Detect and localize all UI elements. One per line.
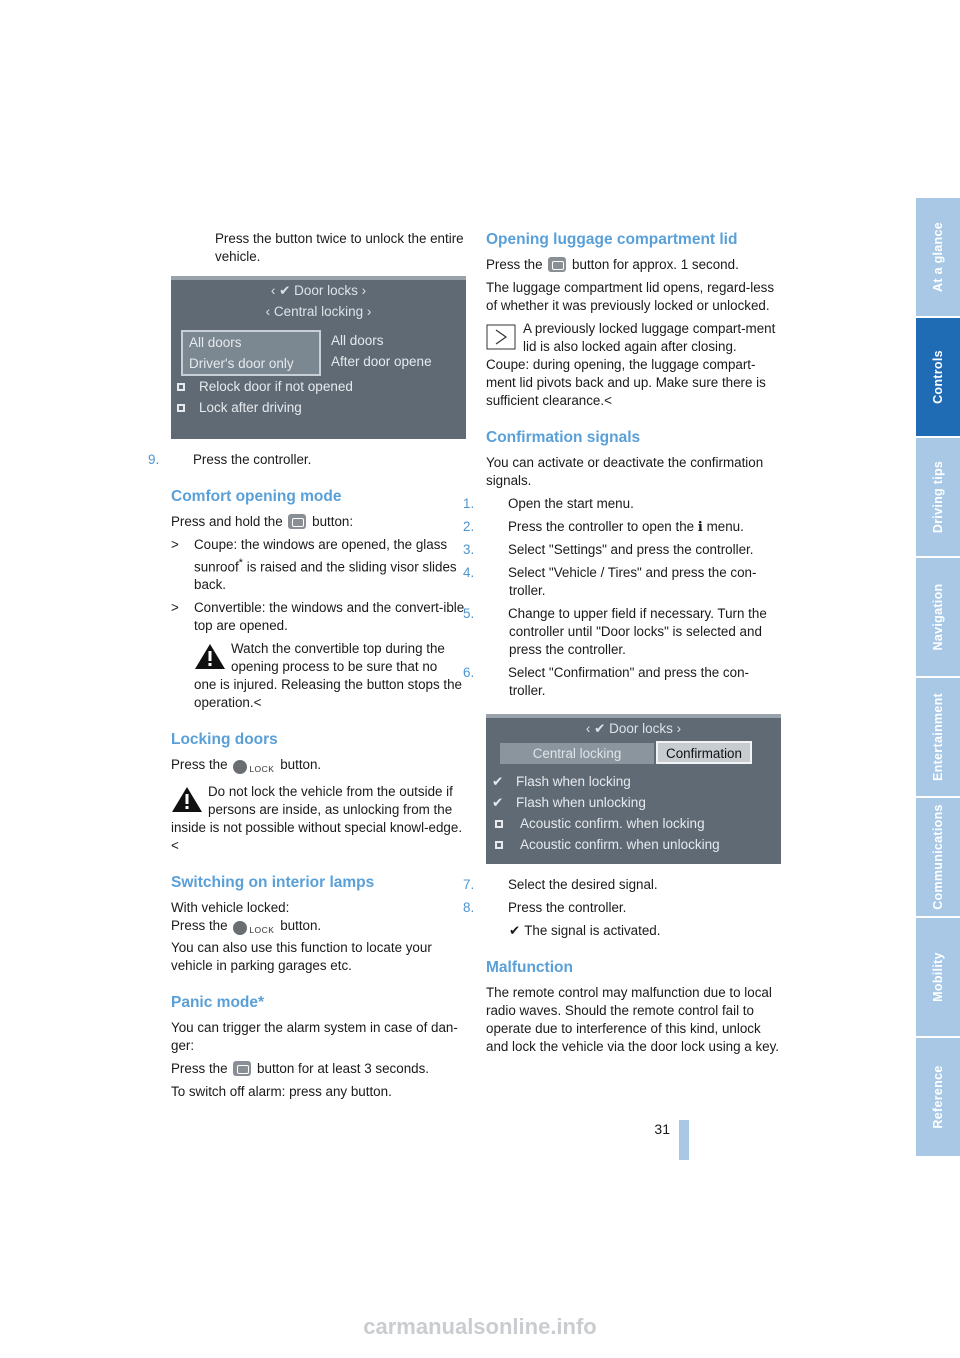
screen-checkbox-list [177, 376, 457, 418]
intro-text: Press the button twice to unlock the entire vehicle. [215, 231, 464, 264]
interior-lamps-heading: Switching on interior lamps [171, 874, 375, 892]
step-1: 1. Open the start menu. [463, 496, 634, 511]
warning-icon [194, 642, 226, 670]
locking-press-text: Press the LOCK button. [171, 756, 466, 778]
screen2-option-2: Flash when unlocking [516, 795, 646, 810]
interior-line-3: You can also use this function to locate your vehicle in parking garages etc. [171, 940, 432, 974]
panic-line-3: To switch off alarm: press any button. [171, 1084, 392, 1100]
checkbox-icon [177, 383, 185, 391]
warning-convertible: Watch the convertible top during the opening process to be sure that no one is injured. Releasing the button stops the operation.< [194, 641, 462, 711]
step-7: 7. Select the desired signal. [463, 877, 658, 892]
screen-option-lock-after: Lock after driving [199, 400, 302, 415]
screen2-option-3: Acoustic confirm. when locking [520, 816, 705, 831]
screen-right-options [331, 330, 461, 372]
screen-option-all-doors-right: All doors [331, 333, 384, 348]
page-number: 31 [654, 1121, 670, 1137]
confirmation-heading: Confirmation signals [486, 429, 641, 446]
central-locking-screen [171, 276, 466, 439]
screen-selection-box [181, 330, 321, 376]
page-number-bar [679, 1120, 689, 1160]
comfort-opening-heading: Comfort opening mode [171, 488, 342, 505]
screen2-option-4: Acoustic confirm. when unlocking [520, 837, 720, 852]
remote-panic-icon [233, 1061, 251, 1076]
step-9: 9. Press the controller. [148, 452, 312, 467]
screen-option-all-doors: All doors [189, 335, 242, 350]
warning-locking: Do not lock the vehicle from the outside if persons are inside, as unlocking from the inside is not possible without special knowl-edge.< [171, 784, 463, 854]
locking-doors-heading: Locking doors [171, 731, 278, 749]
screen2-tab-central: Central locking [500, 743, 654, 764]
checkmark-icon: ✔ [492, 795, 504, 810]
checkbox-icon [177, 404, 185, 412]
checkbox-icon [495, 820, 503, 828]
warning-icon [171, 785, 203, 813]
comfort-press-text: Press and hold the button: [171, 514, 354, 529]
signal-activated: ✔ The signal is activated. [509, 923, 661, 938]
luggage-line-2: The luggage compartment lid opens, regard-less of whether it was previously locked or unlocked. [486, 280, 775, 313]
right-column [463, 230, 781, 1061]
malfunction-heading: Malfunction [486, 959, 573, 976]
checkbox-icon [495, 841, 503, 849]
step-2: 2. Press the controller to open the ℹ menu. [463, 519, 744, 534]
tab-controls[interactable]: Controls [916, 318, 960, 436]
lock-button-icon: LOCK [233, 920, 274, 939]
screen2-options [492, 771, 772, 855]
tab-communications[interactable]: Communications [916, 798, 960, 916]
step-6: 6. Select "Confirmation" and press the con-troller. [463, 665, 749, 698]
note-arrow-icon [486, 324, 516, 350]
confirmation-intro: You can activate or deactivate the confirmation signals. [486, 455, 764, 488]
bullet-convertible: > Convertible: the windows and the convert-ible top are opened. [171, 600, 465, 634]
checkmark-icon: ✔ [509, 923, 521, 938]
malfunction-text: The remote control may malfunction due to local radio waves. Should the remote control fail to operate due to interference of this kind, unlock and lock the vehicle via the door lock using a key. [486, 985, 780, 1054]
panic-mode-heading: Panic mode* [171, 994, 265, 1012]
screen2-option-1: Flash when locking [516, 774, 631, 789]
luggage-heading: Opening luggage compartment lid [486, 231, 738, 248]
tab-navigation[interactable]: Navigation [916, 558, 960, 676]
tab-mobility[interactable]: Mobility [916, 918, 960, 1036]
screen2-tab-confirmation: Confirmation [656, 741, 752, 764]
step-4: 4. Select "Vehicle / Tires" and press the con-troller. [463, 565, 757, 598]
tab-entertainment[interactable]: Entertainment [916, 678, 960, 796]
chapter-tabs [862, 0, 960, 1358]
bullet-coupe: > Coupe: the windows are opened, the glass sunroof* is raised and the sliding visor slides back. [171, 537, 457, 593]
confirmation-screen [486, 714, 781, 864]
tab-driving-tips[interactable]: Driving tips [916, 438, 960, 556]
trunk-button-icon [548, 257, 566, 272]
screen2-row-door-locks: ‹ ✔ Door locks › [585, 721, 682, 736]
checkmark-icon: ✔ [492, 774, 504, 789]
screen-option-after-door: After door opene [331, 354, 432, 369]
remote-unlock-icon [288, 514, 306, 529]
tab-at-a-glance[interactable]: At a glance [916, 198, 960, 316]
watermark: carmanualsonline.info [363, 1314, 597, 1339]
luggage-line-1: Press the button for approx. 1 second. [486, 257, 739, 272]
screen-option-drivers-door: Driver's door only [189, 356, 294, 371]
step-8: 8. Press the controller. [463, 900, 627, 915]
screen-option-relock: Relock door if not opened [199, 379, 353, 394]
panic-line-2: Press the button for at least 3 seconds. [171, 1061, 430, 1077]
step-3: 3. Select "Settings" and press the controller. [463, 542, 754, 557]
interior-line-2: Press the LOCK button. [171, 917, 466, 939]
confirmation-steps [463, 495, 781, 700]
panic-line-1: You can trigger the alarm system in case of dan-ger: [171, 1020, 458, 1054]
left-column [148, 230, 466, 1106]
note-luggage: A previously locked luggage compart-ment lid is also locked again after closing. Coupe: during opening, the luggage compart-ment lid pivots back and up. Make sure there is sufficient clearance.< [486, 321, 776, 408]
step-5: 5. Change to upper field if necessary. Turn the controller until "Door locks" is selected and press the controller. [463, 606, 767, 657]
interior-line-1: With vehicle locked: [171, 900, 290, 916]
screen-row-central-locking: ‹ Central locking › [265, 304, 372, 319]
tab-reference[interactable]: Reference [916, 1038, 960, 1156]
lock-button-icon: LOCK [233, 759, 274, 778]
screen-row-door-locks: ‹ ✔ Door locks › [270, 283, 367, 298]
